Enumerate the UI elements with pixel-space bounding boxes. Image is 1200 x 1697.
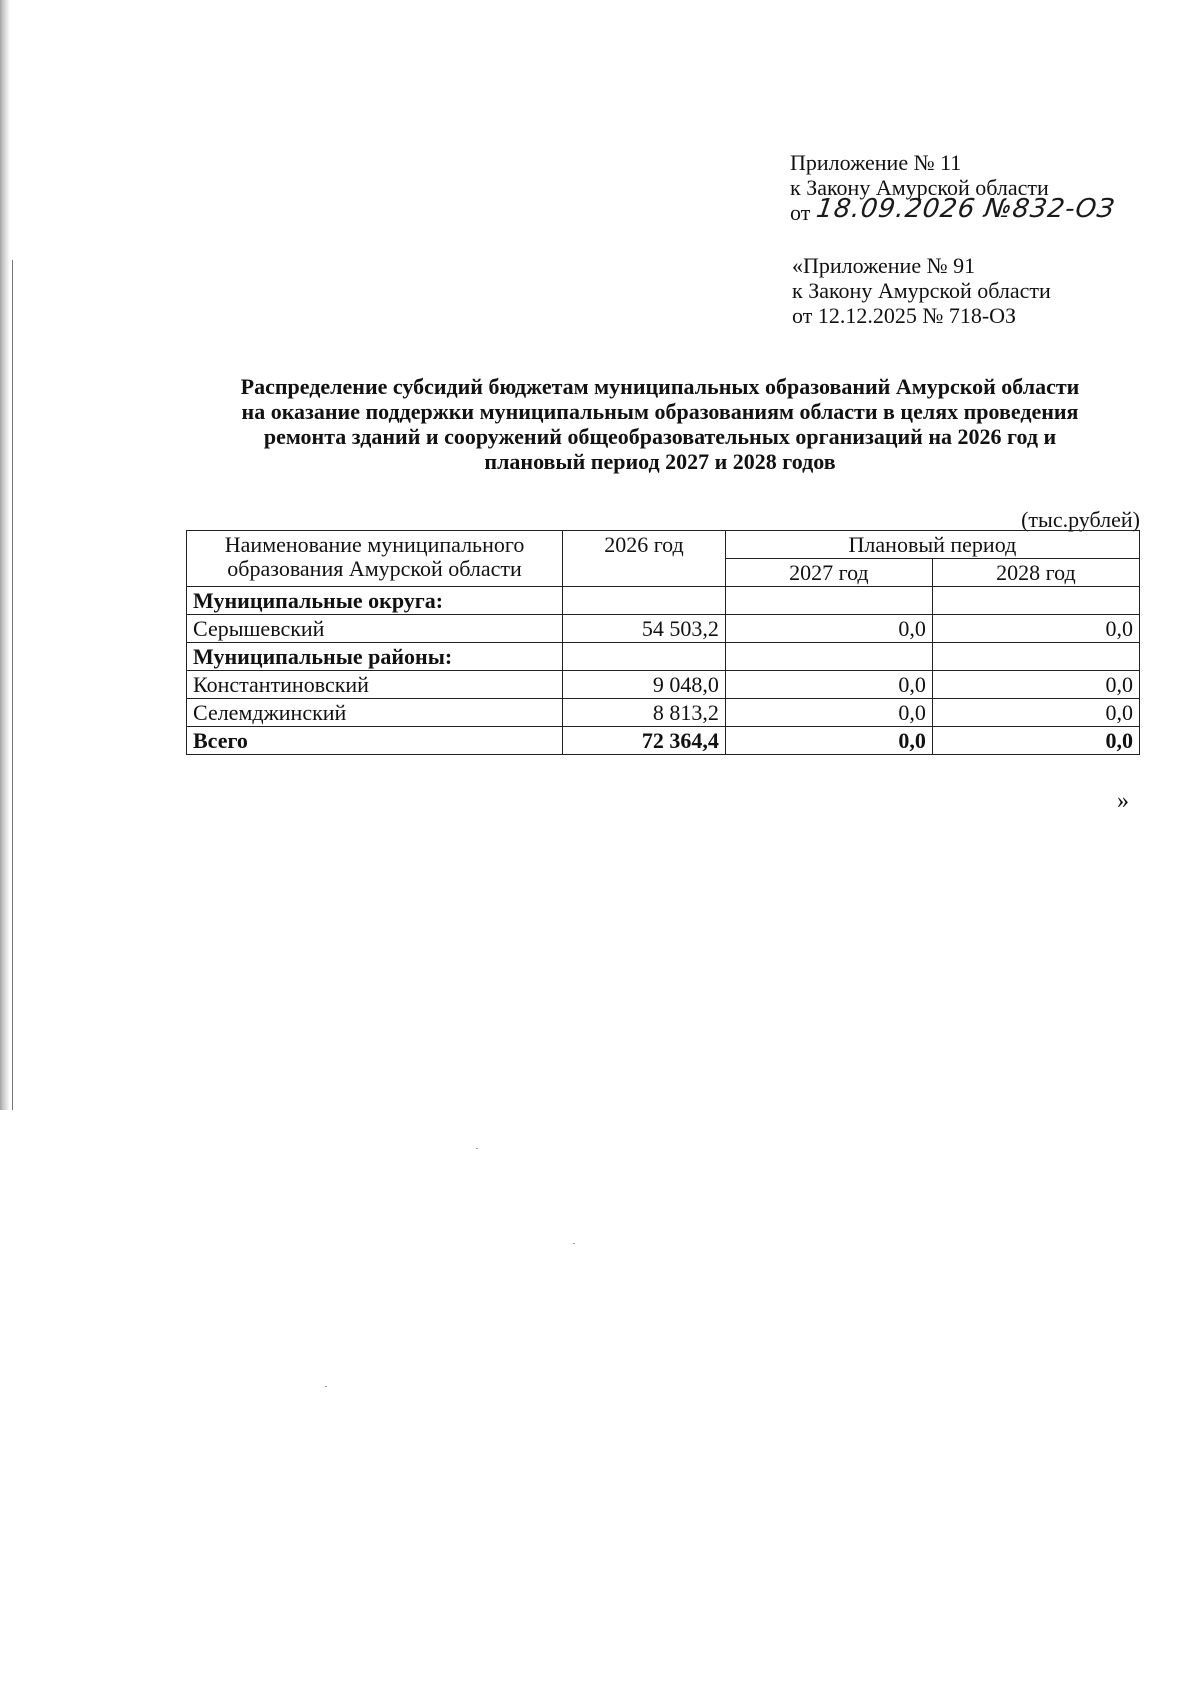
row-name: Всего [187, 727, 563, 755]
appendix-number: Приложение № 11 [790, 150, 962, 175]
scan-speck [573, 1243, 575, 1244]
row-name: Селемджинский [187, 699, 563, 727]
row-name: Серышевский [187, 615, 563, 643]
row-value-2028: 0,0 [932, 699, 1139, 727]
row-value-2027: 0,0 [725, 727, 932, 755]
row-name: Муниципальные районы: [187, 643, 563, 671]
closing-quote: » [1117, 788, 1129, 814]
row-value-2026 [563, 587, 726, 615]
row-name: Константиновский [187, 671, 563, 699]
row-value-2028: 0,0 [932, 727, 1139, 755]
table-row-group-rayony [187, 643, 1140, 671]
table-header-row [187, 531, 1140, 559]
table-row [187, 671, 1140, 699]
header-year-2028: 2028 год [932, 559, 1139, 587]
header-year-2027: 2027 год [725, 559, 932, 587]
row-value-2027: 0,0 [725, 615, 932, 643]
row-value-2027: 0,0 [725, 699, 932, 727]
row-value-2028 [932, 643, 1139, 671]
amended-law-reference: к Закону Амурской области [792, 278, 1051, 303]
table-row-total [187, 727, 1140, 755]
header-municipality-name: Наименование муниципального образования Амурской области [187, 531, 563, 587]
row-value-2027: 0,0 [725, 671, 932, 699]
scan-speck [325, 1386, 327, 1387]
scan-edge-line [12, 260, 13, 1110]
row-value-2028: 0,0 [932, 615, 1139, 643]
appendix-date-prefix: от [790, 200, 811, 225]
table-row-group-okruga [187, 587, 1140, 615]
header-year-2026: 2026 год [563, 531, 726, 587]
row-value-2027 [725, 587, 932, 615]
table-row [187, 615, 1140, 643]
unit-note: (тыс.рублей) [1021, 507, 1140, 532]
row-name: Муниципальные округа: [187, 587, 563, 615]
title-line-2: на оказание поддержки муниципальным образованиям области в целях проведения [241, 399, 1079, 424]
title-line-1: Распределение субсидий бюджетам муниципальных образований Амурской области [240, 374, 1080, 399]
row-value-2027 [725, 643, 932, 671]
handwritten-date-number: 18.09.2026 №832-ОЗ [814, 194, 1117, 224]
title-line-3: ремонта зданий и сооружений общеобразовательных организаций на 2026 год и [263, 424, 1057, 449]
scan-speck [476, 1148, 478, 1149]
appendix-date-line [790, 194, 1117, 225]
header-planned-period: Плановый период [725, 531, 1139, 559]
amended-law-date: от 12.12.2025 № 718-ОЗ [792, 303, 1017, 328]
appendix-header-amended [792, 253, 1051, 328]
appendix-header-new [790, 150, 1117, 225]
row-value-2028: 0,0 [932, 671, 1139, 699]
row-value-2028 [932, 587, 1139, 615]
subsidy-distribution-table [186, 530, 1140, 755]
table-row [187, 699, 1140, 727]
document-title [170, 374, 1150, 474]
row-value-2026 [563, 643, 726, 671]
appendix-law-reference: к Закону Амурской области [790, 175, 1049, 200]
amended-appendix-number: «Приложение № 91 [792, 253, 976, 278]
title-line-4: плановый период 2027 и 2028 годов [484, 449, 836, 474]
row-value-2026: 8 813,2 [563, 699, 726, 727]
row-value-2026: 9 048,0 [563, 671, 726, 699]
row-value-2026: 54 503,2 [563, 615, 726, 643]
row-value-2026: 72 364,4 [563, 727, 726, 755]
